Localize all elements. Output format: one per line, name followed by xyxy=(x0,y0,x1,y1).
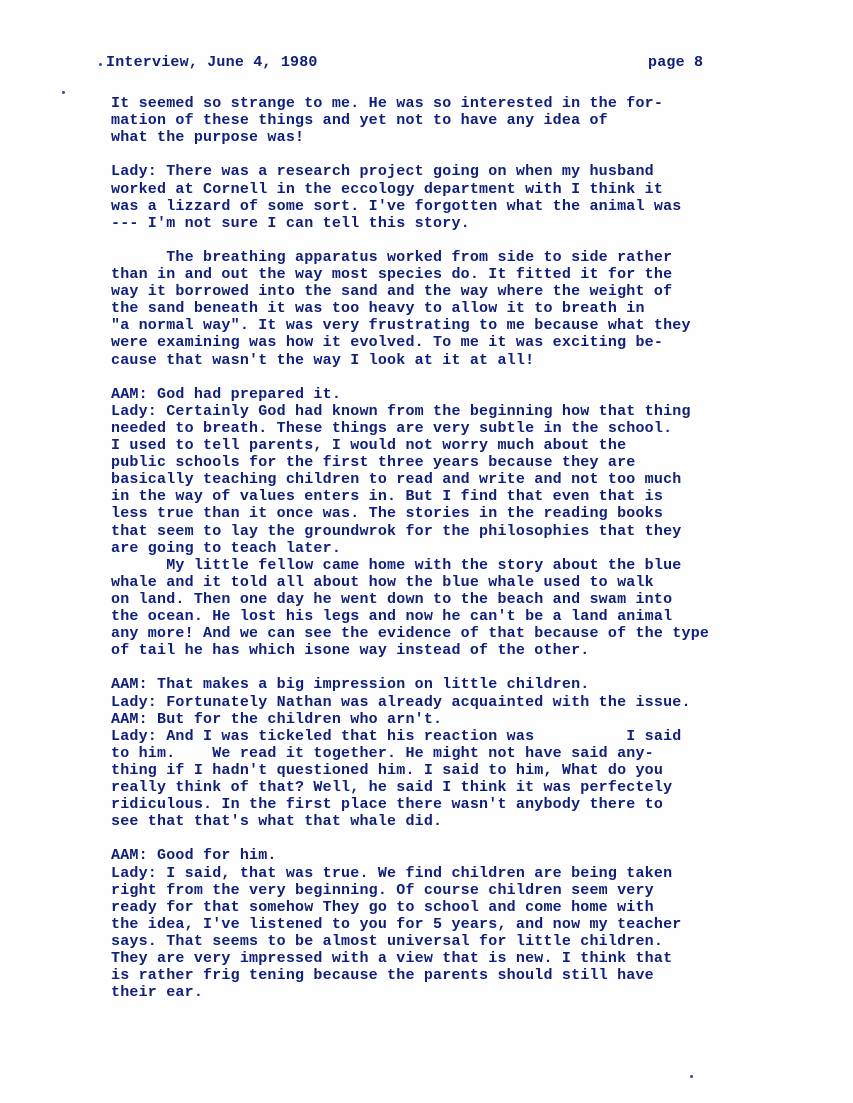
text-line: see that that's what that whale did. xyxy=(111,813,443,831)
text-line: mation of these things and yet not to have any idea of xyxy=(111,112,608,130)
text-line: My little fellow came home with the story about the blue xyxy=(111,556,682,574)
text-line: the idea, I've listened to you for 5 years, and now my teacher xyxy=(111,915,682,933)
text-line: It seemed so strange to me. He was so interested in the for- xyxy=(111,95,664,112)
text-line: AAM: But for the children who arn't. xyxy=(111,710,443,728)
text-line: was a lizzard of some sort. I've forgotten what the animal was xyxy=(111,197,682,215)
text-line: right from the very beginning. Of course children seem very xyxy=(111,881,654,899)
page-number: page 8 xyxy=(648,54,704,71)
text-line: worked at Cornell in the eccology department with I think it xyxy=(111,180,664,198)
text-line: --- I'm not sure I can tell this story. xyxy=(111,214,470,232)
text-line: really think of that? Well, he said I think it was perfectely xyxy=(111,779,673,796)
text-line: the ocean. He lost his legs and now he can't be a land animal xyxy=(111,608,673,625)
text-line: public schools for the first three years because they are xyxy=(111,454,636,472)
text-line: of tail he has which isone way instead of the other. xyxy=(111,642,590,660)
text-line: thing if I hadn't questioned him. I said to him, What do you xyxy=(111,761,664,779)
text-line: They are very impressed with a view that is new. I think that xyxy=(111,950,673,967)
text-line: their ear. xyxy=(111,984,204,1002)
text-line: that seem to lay the groundwrok for the philosophies that they xyxy=(111,522,682,540)
text-line: basically teaching children to read and write and not too much xyxy=(111,471,682,489)
text-line: The breathing apparatus worked from side to side rather xyxy=(111,248,673,266)
text-line: less true than it once was. The stories in the reading books xyxy=(111,505,664,523)
ink-speck xyxy=(690,1075,693,1078)
text-line: "a normal way". It was very frustrating to me because what they xyxy=(111,317,691,335)
text-line: are going to teach later. xyxy=(111,539,342,557)
text-line: Lady: I said, that was true. We find children are being taken xyxy=(111,864,673,882)
text-line: whale and it told all about how the blue whale used to walk xyxy=(111,573,654,591)
text-line: to him. We read it together. He might not have said any- xyxy=(111,744,654,762)
text-line: AAM: God had prepared it. xyxy=(111,385,342,403)
text-line: than in and out the way most species do. It fitted it for the xyxy=(111,266,673,283)
text-line: says. That seems to be almost universal for little children. xyxy=(111,932,664,950)
text-line: ridiculous. In the first place there wasn't anybody there to xyxy=(111,796,664,814)
text-line: Lady: And I was tickeled that his reaction was I said xyxy=(111,727,682,745)
text-line: Lady: Fortunately Nathan was already acquainted with the issue. xyxy=(111,693,691,711)
ink-speck xyxy=(99,63,102,66)
text-line: on land. Then one day he went down to the beach and swam into xyxy=(111,590,673,608)
text-line: way it borrowed into the sand and the way where the weight of xyxy=(111,283,673,301)
ink-speck xyxy=(62,91,65,94)
text-line: Lady: There was a research project going on when my husband xyxy=(111,163,654,181)
text-line: AAM: Good for him. xyxy=(111,847,277,865)
text-line: any more! And we can see the evidence of that because of the type xyxy=(111,625,710,643)
text-line: I used to tell parents, I would not worry much about the xyxy=(111,437,627,454)
text-line: the sand beneath it was too heavy to allow it to breath in xyxy=(111,300,645,318)
text-line: cause that wasn't the way I look at it at all! xyxy=(111,351,535,369)
text-line: were examining was how it evolved. To me it was exciting be- xyxy=(111,334,664,352)
text-line: Lady: Certainly God had known from the beginning how that thing xyxy=(111,402,691,420)
text-line: what the purpose was! xyxy=(111,129,305,147)
text-line: AAM: That makes a big impression on little children. xyxy=(111,676,590,694)
text-line: needed to breath. These things are very subtle in the school. xyxy=(111,419,673,437)
text-line: ready for that somehow They go to school and come home with xyxy=(111,898,654,916)
text-line: is rather frig tening because the parents should still have xyxy=(111,967,654,985)
text-line: in the way of values enters in. But I find that even that is xyxy=(111,488,664,506)
page-header-title: Interview, June 4, 1980 xyxy=(106,54,318,71)
